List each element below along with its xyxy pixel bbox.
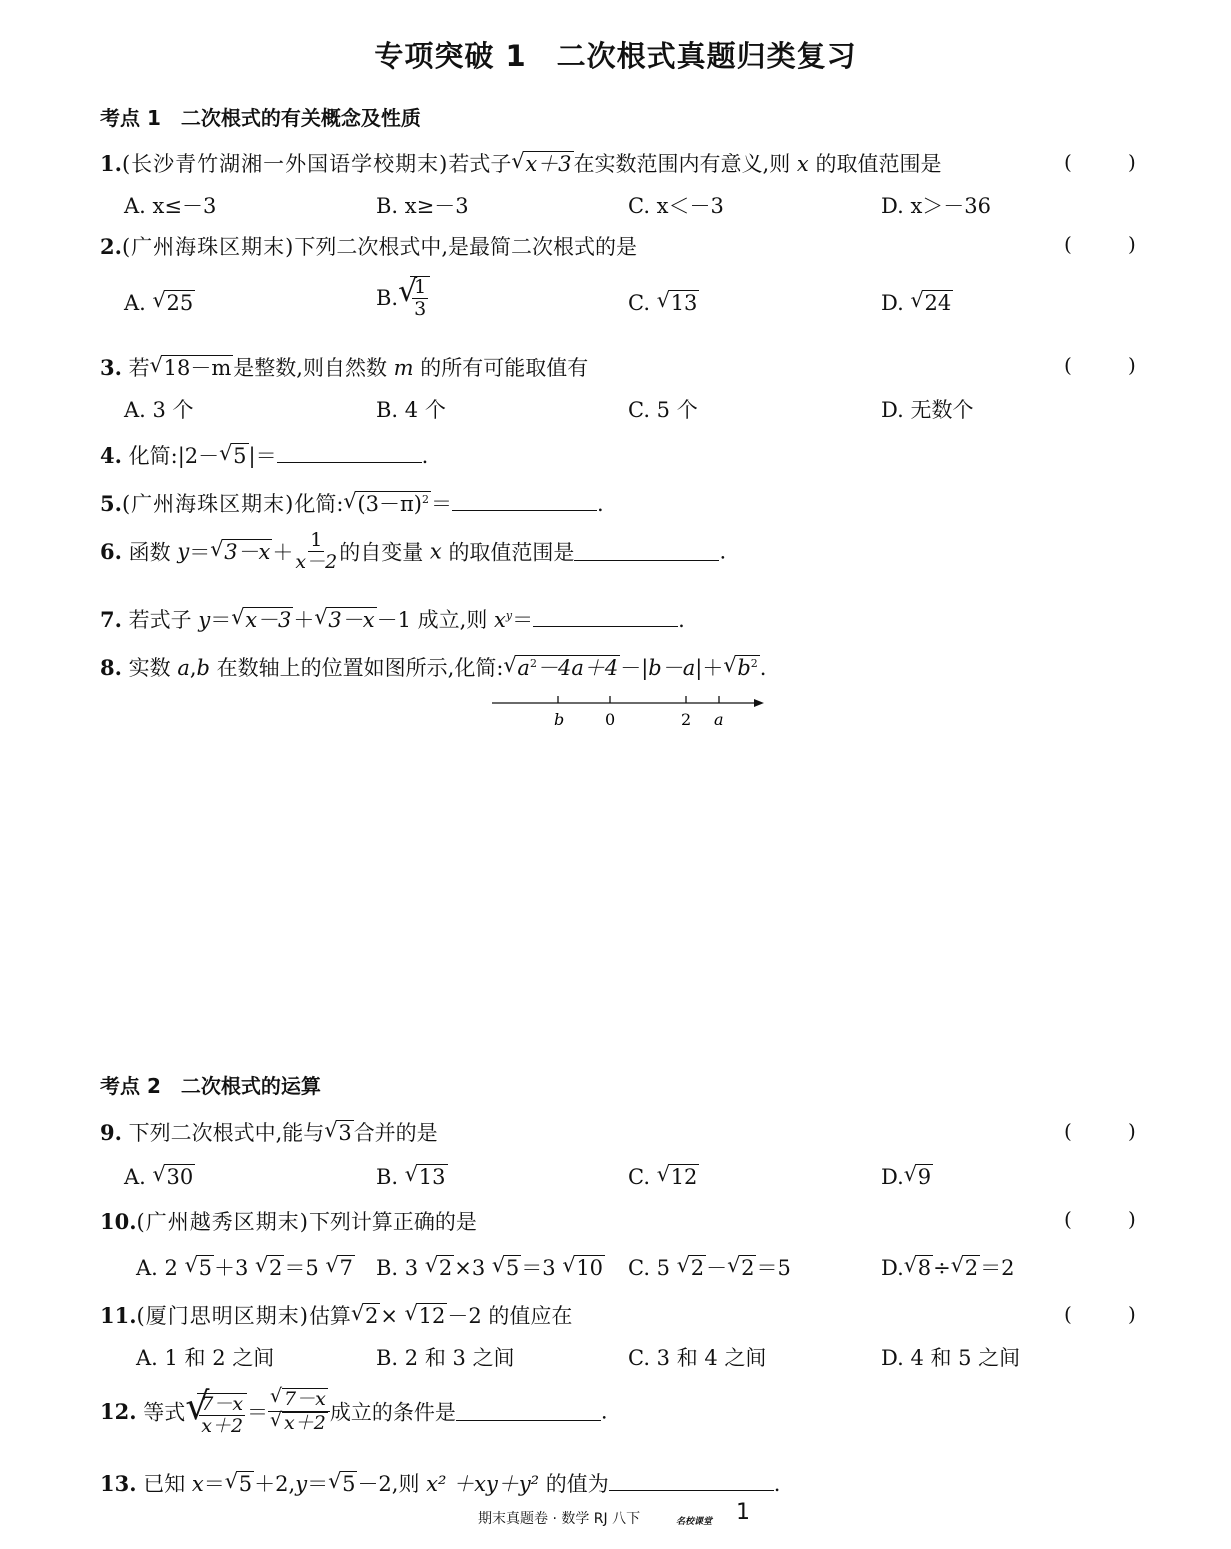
axis-label-b: b xyxy=(554,710,565,729)
option-a: A. 3 个 xyxy=(124,398,194,422)
answer-parentheses: ( ) xyxy=(1064,150,1136,174)
question-10: 10.(广州越秀区期末)下列计算正确的是 xyxy=(100,1209,477,1234)
publisher-logo: 名校课堂 xyxy=(676,1517,713,1527)
option-a: A. 2 √ 5＋3 √ 2＝5 √ 7 xyxy=(136,1252,355,1282)
axis-label-2: 2 xyxy=(681,710,692,729)
option-d: D.√ 8÷√ 2＝2 xyxy=(881,1252,1015,1282)
question-11: 11.(厦门思明区期末)估算√ 2× √ 12－2 的值应在 xyxy=(100,1300,572,1330)
question-source: (广州海珠区期末) xyxy=(121,235,295,259)
question-number: 8. xyxy=(100,655,122,680)
page-number: 1 xyxy=(736,1500,750,1525)
section-heading-1: 考点 1 二次根式的有关概念及性质 xyxy=(100,106,421,130)
answer-parentheses: ( ) xyxy=(1064,1302,1136,1326)
sqrt-expression: √ x＋3 xyxy=(511,151,573,176)
answer-parentheses: ( ) xyxy=(1064,1207,1136,1231)
footer-text: 期末真题卷 · 数学 RJ 八下 xyxy=(478,1511,641,1527)
question-number: 1. xyxy=(100,151,122,176)
option-a: A. √ 30 xyxy=(124,1164,195,1189)
question-number: 11. xyxy=(100,1303,137,1328)
answer-parentheses: ( ) xyxy=(1064,353,1136,377)
option-d: D. 无数个 xyxy=(881,398,974,422)
question-number: 7. xyxy=(100,607,122,632)
axis-label-0: 0 xyxy=(605,710,616,729)
option-a: A. x≤－3 xyxy=(124,194,217,218)
answer-blank[interactable] xyxy=(452,492,597,511)
sqrt-expression: √ 18－m xyxy=(150,355,234,380)
question-number: 5. xyxy=(100,491,122,516)
question-13: 13. 已知 x＝√ 5＋2,y＝√ 5－2,则 x² ＋xy＋y² 的值为 . xyxy=(100,1468,780,1498)
section-heading-2: 考点 2 二次根式的运算 xyxy=(100,1074,321,1098)
question-number: 3. xyxy=(100,355,122,380)
question-number: 9. xyxy=(100,1120,122,1145)
question-3: 3. 若√ 18－m是整数,则自然数 m 的所有可能取值有 xyxy=(100,352,588,382)
option-b: B. √ $\frac{1}{3}$ xyxy=(376,276,430,320)
question-12: 12. 等式 √ $\frac{7-x}{x+2}$ ＝ √ 7－x √ x＋2 成立的条件是 . xyxy=(100,1386,608,1437)
question-number: 2. xyxy=(100,234,122,259)
question-text: 若式子 xyxy=(448,152,512,176)
question-9: 9. 下列二次根式中,能与√ 3合并的是 xyxy=(100,1117,438,1147)
question-2 xyxy=(100,231,637,261)
option-b: B. x≥－3 xyxy=(376,194,469,218)
option-c: C. 5 个 xyxy=(628,398,698,422)
question-number: 6. xyxy=(100,538,122,564)
option-b: B. 2 和 3 之间 xyxy=(376,1346,515,1370)
option-b: B. 4 个 xyxy=(376,398,446,422)
answer-parentheses: ( ) xyxy=(1064,1119,1136,1143)
number-line-diagram xyxy=(488,688,778,732)
answer-blank[interactable] xyxy=(533,608,678,627)
arrow-icon xyxy=(754,699,764,707)
question-5: 5.(广州海珠区期末)化简:√ $(3-\pi)^2=$ . xyxy=(100,488,604,518)
page-title: 专项突破 1 二次根式真题归类复习 xyxy=(374,39,857,73)
axis-label-a: a xyxy=(714,710,724,729)
question-text: 在实数范围内有意义,则 xyxy=(573,152,791,176)
answer-parentheses: ( ) xyxy=(1064,232,1136,256)
answer-blank[interactable] xyxy=(609,1472,774,1491)
question-number: 10. xyxy=(100,1209,137,1234)
option-d: D. 4 和 5 之间 xyxy=(881,1346,1021,1370)
option-d: D. √ 24 xyxy=(881,290,953,315)
question-number: 13. xyxy=(100,1471,137,1496)
option-d: D. x＞－36 xyxy=(881,194,992,218)
answer-blank[interactable] xyxy=(574,542,719,561)
question-4: 4. 化简:|2－√ 5|＝ . xyxy=(100,440,428,470)
question-number: 12. xyxy=(100,1398,137,1424)
question-6: 6. 函数 y＝√ 3－x＋ $\frac{1}{x-2}$ 的自变量 x 的取值范围是 . xyxy=(100,530,726,573)
question-source: (长沙青竹湖湘一外国语学校期末) xyxy=(121,152,449,176)
answer-blank[interactable] xyxy=(277,444,422,463)
option-a: A. 1 和 2 之间 xyxy=(136,1346,275,1370)
option-b: B. 3 √ 2×3 √ 5＝3 √ 10 xyxy=(376,1252,605,1282)
option-b: B. √ 13 xyxy=(376,1164,448,1189)
option-c: C. 3 和 4 之间 xyxy=(628,1346,767,1370)
option-a: A. √ 25 xyxy=(124,290,195,315)
answer-blank[interactable] xyxy=(456,1402,601,1421)
question-number: 4. xyxy=(100,443,122,468)
question-8: 8. 实数 a,b 在数轴上的位置如图所示,化简:√ $a^2-4a+4-|b-a|+√$ $b^2$. xyxy=(100,652,766,682)
option-c: C. √ 13 xyxy=(628,290,699,315)
option-d: D.√ 9 xyxy=(881,1164,933,1189)
question-text: 的取值范围是 xyxy=(815,152,942,176)
option-c: C. x＜－3 xyxy=(628,194,724,218)
question-1 xyxy=(100,148,941,178)
question-7: 7. 若式子 y＝√ x－3＋√ 3－x－1 成立,则 $x^y=$ . xyxy=(100,604,685,634)
option-c: C. 5 √ 2－√ 2＝5 xyxy=(628,1252,791,1282)
variable: x xyxy=(796,152,809,176)
question-text: 下列二次根式中,是最简二次根式的是 xyxy=(294,235,638,259)
option-c: C. √ 12 xyxy=(628,1164,699,1189)
